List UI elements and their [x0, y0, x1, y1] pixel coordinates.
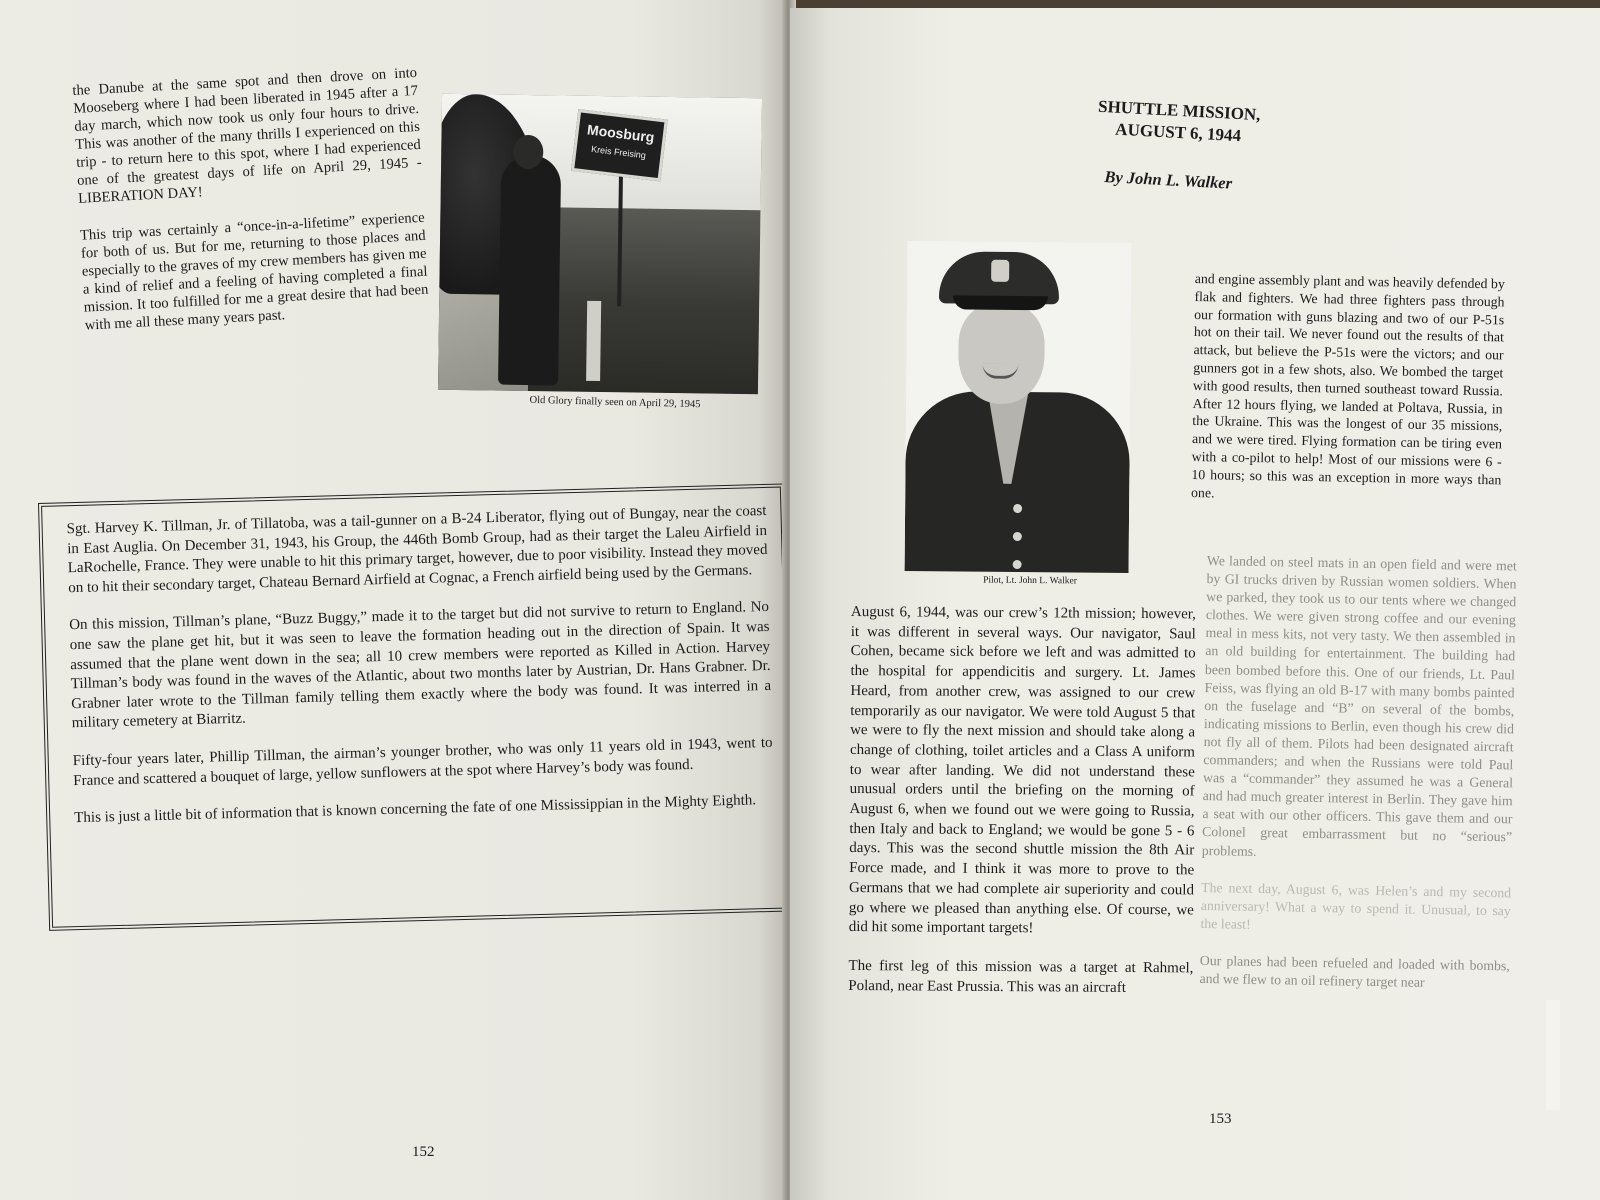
page-number-right: 153: [1209, 1111, 1232, 1127]
uniform-button-icon: [1013, 504, 1022, 513]
article-column-left: [848, 603, 1196, 1018]
column-right-bottom-paragraph-3: Our planes had been refueled and loaded with bombs, and we flew to an oil refinery target near: [1199, 952, 1510, 990]
moosburg-photo-caption: Old Glory finally seen on April 29, 1945: [529, 394, 701, 411]
uniform-button-icon: [1013, 560, 1022, 569]
intro-paragraph-2: This trip was certainly a “once-in-a-lifetime” experience for both of us. But for me, returning to those places and especially to the graves of my crew members has given me a kind of relief and a feeling of having completed a final mission. It too fulfilled for me a great desire that had been with me all these many years past.: [79, 209, 429, 334]
tillman-story-box: [38, 483, 790, 930]
left-page: [0, 0, 790, 1200]
photo-man-figure: [498, 155, 561, 386]
column-right-bottom-paragraph-2: The next day, August 6, was Helen’s and my second anniversary! What a way to spend it. Unusual, to say the least!: [1200, 879, 1512, 932]
story-paragraph-4: This is just a little bit of information that is known concerning the fate of one Mississippian in the Mighty Eighth.: [74, 792, 757, 827]
column-left-paragraph-1: August 6, 1944, was our crew’s 12th mission; however, it was different in several ways. Our navigator, Saul Cohen, became sick before we left and was admitted to the hospital for appendicitis and surgery. Lt. James Heard, from another crew, was assigned to our crew temporarily as our navigator. We were told August 5 that we were to fly the next mission and should take along a change of clothing, toilet articles and a Class A uniform to wear after landing. We did not understand these unusual orders until the briefing on the morning of August 6, when we found out we were going to Russia, then Italy and back to England; we would be gone 5 - 6 days. This was the second shuttle mission the 8th Air Force made, and I think it was more to prove to the Germans that we had complete air superiority and could go where we pleased than anything else. Of course, we did hit some important targets!: [848, 604, 1196, 937]
uniform-button-icon: [1013, 532, 1022, 541]
intro-paragraph-1: the Danube at the same spot and then drove on into Mooseberg where I had been liberated in 1945 after a 17 day march, which now took us only four hours to drive. This was another of the many thrills I experienced on this trip - to return here to this spot, where I had experienced one of the greatest days of life on April 29, 1945 - LIBERATION DAY!: [72, 64, 423, 207]
article-title-line-2: AUGUST 6, 1944: [1114, 119, 1242, 146]
moosburg-photo: [438, 94, 762, 394]
page-tab-edge: [1546, 1000, 1560, 1110]
pilot-photo-caption: Pilot, Lt. John L. Walker: [983, 575, 1077, 587]
tillman-story-text: [66, 502, 774, 847]
intro-text: [72, 64, 431, 354]
article-title-line-1: SHUTTLE MISSION,: [1097, 96, 1261, 125]
article-byline: By John L. Walker: [1104, 167, 1233, 193]
column-left-paragraph-2: The first leg of this mission was a target at Rahmel, Poland, near East Prussia. This was an aircraft: [848, 957, 1194, 996]
pilot-portrait-photo: [905, 241, 1132, 573]
story-paragraph-3: Fifty-four years later, Phillip Tillman, the airman’s younger brother, who was only 11 years old in 1943, went to France and scattered a bouquet of large, yellow sunflowers at the spot where Harvey’s body was found.: [72, 734, 773, 789]
page-number-left: 152: [412, 1144, 435, 1160]
sign-town-name: Moosburg: [586, 121, 656, 146]
column-right-top-paragraph: and engine assembly plant and was heavily defended by flak and fighters. We had three fighters pass through our formation with guns blazing and two of our P-51s hot on their tail. We never found out the results of that attack, but believe the P-51s were the victors; and our gunners got in a few shots, also. We bombed the target with good results, then turned southeast toward Russia. After 12 hours flying, we landed at Poltava, Russia, in the Ukraine. This was the longest of our 35 missions, and we were tired. Flying formation can be tiring even with a co-pilot to help! Most of our missions were 6 - 10 hours; so this was an exception in more ways than one.: [1190, 270, 1505, 500]
story-paragraph-1: Sgt. Harvey K. Tillman, Jr. of Tillatoba, was a tail-gunner on a B-24 Liberator, flying out of Bungay, near the coast in East Auglia. On December 31, 1943, his Group, the 446th Bomb Group, had as their target the Laleu Airfield in LaRochelle, France. They were unable to hit this primary target, however, due to poor visibility. Instead they moved on to hit their secondary target, Chateau Bernard Airfield at Cognac, a French airfield being used by the Germans.: [66, 502, 768, 597]
column-right-bottom-paragraph-1: We landed on steel mats in an open field and were met by GI trucks driven by Russian women soldiers. When we parked, they took us to our tents where we changed clothes. We were given strong coffee and our evening meal in mess kits, not very tasty. We then assembled in an old building for entertainment. The building had been bombed before this. One of our friends, Lt. Paul Feiss, was flying an old B-17 with many bombs painted on the fuselage and “B” on several of the bombs, indicating missions to Berlin, even though his crew did not fly all of them. Pilots had been designated aircraft commanders; and when the Russians were told Paul was a “commander” they assumed he was a General and had much greater interest in Berlin. They gave him a seat with our other officers. This gave them and our Colonel great embarrassment but no “serious” problems.: [1201, 552, 1517, 859]
moosburg-town-sign: [571, 109, 668, 181]
sign-district-name: Kreis Freising: [590, 143, 647, 161]
portrait-face: [958, 303, 1045, 404]
article-column-right-bottom: [1199, 552, 1517, 1012]
story-paragraph-2: On this mission, Tillman’s plane, “Buzz Buggy,” made it to the target but did not survive to return to England. No one saw the plane get hit, but it was seen to leave the formation heading out in the direction of Spain. It was assumed that the plane went down in the sea; all 10 crew members were reported as Killed in Action. Harvey Tillman’s body was found in the waves of the Atlantic, about two months later by Austrian, Dr. Hans Grabner. Dr. Grabner later wrote to the Tillman family telling them exactly where the body was found. It was interred in a military cemetery at Biarritz.: [69, 599, 772, 732]
photo-fence-post: [586, 301, 601, 381]
portrait-cap-visor: [953, 295, 1048, 310]
eagle-badge-icon: [991, 260, 1009, 282]
article-column-right-top: [1191, 270, 1505, 526]
